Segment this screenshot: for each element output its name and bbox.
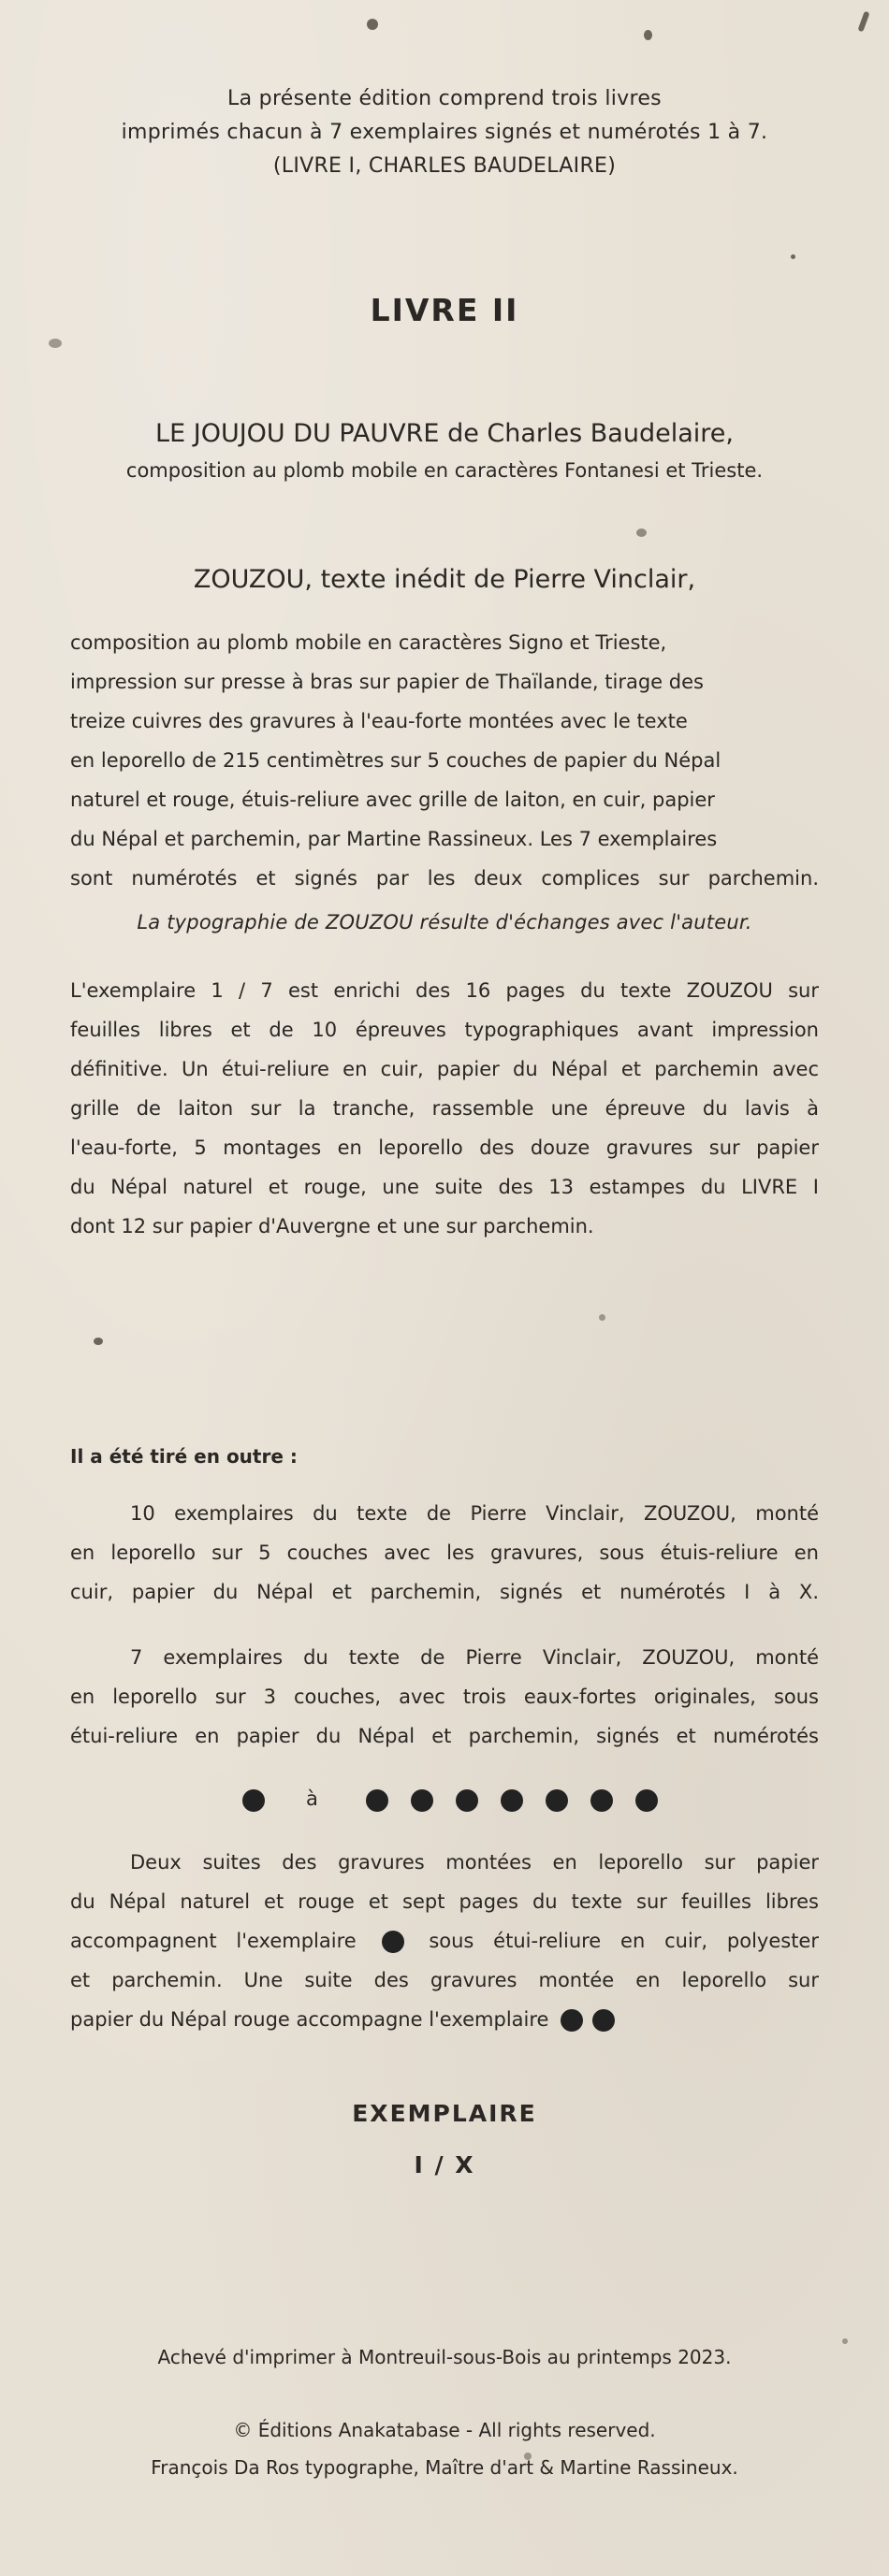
range-start-dot xyxy=(242,1789,265,1812)
enriched-line: dont 12 sur papier d'Auvergne et une sur parchemin. xyxy=(70,1215,594,1237)
range-end-dot xyxy=(456,1789,478,1812)
print-line: en leporello sur 3 couches, avec trois eaux-fortes originales, sous xyxy=(70,1686,819,1708)
exemplaire-dot xyxy=(382,1931,404,1953)
print-line: étui-reliure en papier du Népal et parchemin, signés et numérotés xyxy=(70,1725,819,1747)
exemplaire-dot xyxy=(561,2009,583,2032)
copyright-line: © Éditions Anakatabase - All rights reserved. xyxy=(233,2419,656,2441)
joujou-subtitle: composition au plomb mobile en caractères Fontanesi et Trieste. xyxy=(125,459,764,482)
zouzou-description xyxy=(70,623,819,898)
zouzou-line: sont numérotés et signés par les deux complices sur parchemin. xyxy=(70,867,819,890)
print-line: du Népal naturel et rouge et sept pages du texte sur feuilles libres xyxy=(70,1890,819,1913)
zouzou-line: composition au plomb mobile en caractères Signo et Trieste, xyxy=(70,631,667,654)
enriched-line: l'eau-forte, 5 montages en leporello des douze gravures sur papier xyxy=(70,1136,819,1159)
enriched-line: du Népal naturel et rouge, une suite des 13 estampes du LIVRE I xyxy=(70,1176,819,1198)
paper-speck xyxy=(599,1314,605,1321)
joujou-author: de Charles Baudelaire, xyxy=(439,419,734,448)
joujou-title: LE JOUJOU DU PAUVRE xyxy=(155,419,440,448)
print-line-part: sous étui-reliure en cuir, polyester xyxy=(429,1930,819,1952)
intro-line-1: La présente édition comprend trois livres xyxy=(227,87,662,110)
range-end-dot xyxy=(590,1789,613,1812)
intro-line-3: (LIVRE I, CHARLES BAUDELAIRE) xyxy=(272,154,617,178)
additional-print-para-1 xyxy=(70,1494,819,1612)
paper-speck xyxy=(49,339,62,348)
intro-line-2: imprimés chacun à 7 exemplaires signés et numérotés 1 à 7. xyxy=(121,121,768,144)
enriched-copy-description xyxy=(70,971,819,1246)
typography-note: La typographie de ZOUZOU résulte d'échanges avec l'auteur. xyxy=(137,911,752,933)
range-end-dot xyxy=(501,1789,523,1812)
range-end-dot xyxy=(635,1789,658,1812)
range-word: à xyxy=(306,1787,318,1810)
zouzou-line: naturel et rouge, étuis-reliure avec grille de laiton, en cuir, papier xyxy=(70,789,715,811)
zouzou-heading xyxy=(70,565,819,594)
print-line: en leporello sur 5 couches avec les gravures, sous étuis-reliure en xyxy=(70,1541,819,1564)
joujou-section xyxy=(70,419,819,482)
exemplaire-number: I / X xyxy=(414,2151,475,2178)
print-line: Deux suites des gravures montées en leporello sur papier xyxy=(130,1851,819,1874)
zouzou-author: , texte inédit de Pierre Vinclair, xyxy=(304,565,696,594)
book-title: LIVRE II xyxy=(370,292,519,328)
additional-print-para-2 xyxy=(70,1638,819,1756)
zouzou-line: impression sur presse à bras sur papier de Thaïlande, tirage des xyxy=(70,671,704,693)
paper-speck xyxy=(791,254,795,259)
range-end-dot xyxy=(366,1789,388,1812)
print-line-part: accompagnent l'exemplaire xyxy=(70,1930,357,1952)
print-line-with-dots xyxy=(70,2000,819,2039)
range-end-dot xyxy=(411,1789,433,1812)
enriched-line: L'exemplaire 1 / 7 est enrichi des 16 pages du texte ZOUZOU sur xyxy=(70,979,819,1002)
additional-print-para-3 xyxy=(70,1843,819,2039)
paper-speck xyxy=(842,2338,848,2344)
paper-speck xyxy=(644,30,652,40)
additional-print-label: Il a été tiré en outre : xyxy=(70,1445,298,1468)
zouzou-title: ZOUZOU xyxy=(193,565,305,594)
zouzou-line: en leporello de 215 centimètres sur 5 couches de papier du Népal xyxy=(70,749,721,772)
range-end-dot xyxy=(546,1789,568,1812)
print-line: cuir, papier du Népal et parchemin, signés et numérotés I à X. xyxy=(70,1581,819,1603)
enriched-line: définitive. Un étui-reliure en cuir, papier du Népal et parchemin avec xyxy=(70,1058,819,1080)
zouzou-line: treize cuivres des gravures à l'eau-forte montées avec le texte xyxy=(70,710,688,732)
print-line: et parchemin. Une suite des gravures montée en leporello sur xyxy=(70,1969,819,1991)
colophon-achieve: Achevé d'imprimer à Montreuil-sous-Bois au printemps 2023. xyxy=(157,2346,732,2368)
enriched-line: feuilles libres et de 10 épreuves typographiques avant impression xyxy=(70,1019,819,1041)
colophon-credits xyxy=(70,2411,819,2486)
paper-speck xyxy=(367,19,378,30)
exemplaire-dot xyxy=(592,2009,615,2032)
print-line-with-dot xyxy=(70,1921,819,1961)
enriched-line: grille de laiton sur la tranche, rassemble une épreuve du lavis à xyxy=(70,1097,819,1120)
print-line: 10 exemplaires du texte de Pierre Vinclair, ZOUZOU, monté xyxy=(130,1502,819,1525)
number-range-dots xyxy=(70,1782,819,1819)
paper-speck xyxy=(636,528,647,537)
print-line-part: papier du Népal rouge accompagne l'exemplaire xyxy=(70,2008,549,2031)
print-line: 7 exemplaires du texte de Pierre Vinclair, ZOUZOU, monté xyxy=(130,1646,819,1669)
joujou-heading xyxy=(70,419,819,448)
exemplaire-label: EXEMPLAIRE xyxy=(352,2100,537,2127)
credits-line: François Da Ros typographe, Maître d'art & Martine Rassineux. xyxy=(151,2456,738,2479)
edition-intro xyxy=(70,82,819,183)
zouzou-line: du Népal et parchemin, par Martine Rassineux. Les 7 exemplaires xyxy=(70,828,718,850)
paper-speck xyxy=(857,11,869,33)
paper-speck xyxy=(94,1338,103,1345)
